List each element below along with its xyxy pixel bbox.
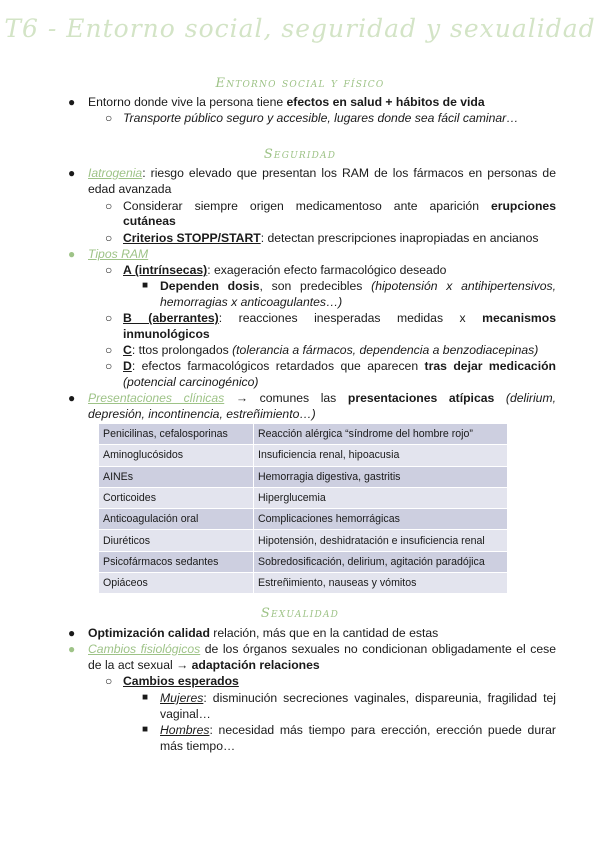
section-heading-sexualidad: Sexualidad (260, 606, 340, 621)
table-cell-drug: Diuréticos (99, 530, 254, 551)
bullet-circle: ○ (105, 199, 113, 213)
considerar-line-1: Considerar siempre origen medicamentoso ante aparición erupciones (123, 199, 556, 213)
iatrogenia-line-1: Iatrogenia: riesgo elevado que presentan los RAM de los fármacos en personas de (88, 166, 556, 180)
table-row (99, 551, 507, 572)
table-cell-effect: Hipotensión, deshidratación e insuficiencia renal (254, 530, 508, 551)
bullet-circle: ○ (105, 343, 113, 357)
presentaciones-line-2: depresión, incontinencia, estreñimiento…) (88, 407, 316, 421)
table-row (99, 424, 507, 445)
tipo-b-line-2: inmunológicos (123, 327, 210, 341)
cambios-fisiologicos-line-2: de la act sexual → adaptación relaciones (88, 658, 320, 672)
table-cell-effect: Insuficiencia renal, hipoacusia (254, 445, 508, 466)
bullet-disc: ● (68, 95, 76, 109)
table-cell-effect: Hiperglucemia (254, 487, 508, 508)
table-cell-drug: Penicilinas, cefalosporinas (99, 424, 254, 445)
entorno-subline: Transporte público seguro y accesible, lugares donde sea fácil caminar… (123, 111, 519, 125)
table-cell-drug: Psicofármacos sedantes (99, 551, 254, 572)
table-row (99, 487, 507, 508)
tipo-a-sub-line-2: hemorragias x anticoagulantes…) (160, 295, 343, 309)
table-cell-effect: Hemorragia digestiva, gastritis (254, 466, 508, 487)
bullet-disc: ● (68, 626, 76, 640)
cambios-esperados-label: Cambios esperados (123, 674, 239, 688)
table-cell-drug: Anticoagulación oral (99, 509, 254, 530)
bullet-circle: ○ (105, 231, 113, 245)
optimizacion-line: Optimización calidad relación, más que en la cantidad de estas (88, 626, 439, 640)
bullet-square: ■ (142, 724, 149, 735)
cambios-fisiologicos-line-1: Cambios fisiológicos de los órganos sexuales no condicionan obligadamente el cese (88, 642, 557, 656)
bullet-circle: ○ (105, 263, 113, 277)
presentaciones-line-1: Presentaciones clínicas → comunes las presentaciones atípicas (delirium, (88, 391, 556, 405)
table-cell-drug: Opiáceos (99, 573, 254, 594)
mujeres-line-1: Mujeres: disminución secreciones vaginales, dispareunia, fragilidad tej (160, 691, 556, 705)
bullet-circle: ○ (105, 674, 113, 688)
hombres-line-1: Hombres: necesidad más tiempo para erección, erección puede durar (160, 723, 556, 737)
iatrogenia-line-2: edad avanzada (88, 182, 172, 196)
table-row (99, 573, 507, 594)
table-row (99, 509, 507, 530)
table-row (99, 445, 507, 466)
table-cell-effect: Estreñimiento, nauseas y vómitos (254, 573, 508, 594)
bullet-square: ■ (142, 692, 149, 703)
drug-effects-table (99, 424, 507, 594)
section-heading-entorno: Entorno social y físico (215, 76, 385, 91)
bullet-disc: ● (68, 247, 76, 261)
table-cell-drug: Aminoglucósidos (99, 445, 254, 466)
table-cell-effect: Reacción alérgica “síndrome del hombre rojo” (254, 424, 508, 445)
considerar-line-2: cutáneas (123, 214, 176, 228)
section-heading-seguridad: Seguridad (263, 147, 337, 162)
bullet-circle: ○ (105, 311, 113, 325)
bullet-disc: ● (68, 391, 76, 405)
table-row (99, 530, 507, 551)
table-cell-drug: AINEs (99, 466, 254, 487)
tipo-d-line-2: (potencial carcinogénico) (123, 375, 259, 389)
entorno-line-1: Entorno donde vive la persona tiene efectos en salud + hábitos de vida (88, 95, 485, 109)
table-cell-drug: Corticoides (99, 487, 254, 508)
bullet-square: ■ (142, 280, 149, 291)
bullet-disc: ● (68, 642, 76, 656)
tipo-a-line: A (intrínsecas): exageración efecto farmacológico deseado (123, 263, 447, 277)
hombres-line-2: más tiempo… (160, 739, 236, 753)
bullet-circle: ○ (105, 111, 113, 125)
tipos-ram-label: Tipos RAM (88, 247, 149, 261)
tipo-d-line-1: D: efectos farmacológicos retardados que aparecen tras dejar medicación (123, 359, 556, 373)
table-cell-effect: Complicaciones hemorrágicas (254, 509, 508, 530)
mujeres-line-2: vaginal… (160, 707, 211, 721)
tipo-c-line: C: ttos prolongados (tolerancia a fármacos, dependencia a benzodiacepinas) (123, 343, 539, 357)
bullet-circle: ○ (105, 359, 113, 373)
page-title: T6 - Entorno social, seguridad y sexualidad (4, 14, 596, 43)
bullet-disc: ● (68, 166, 76, 180)
tipo-b-line-1: B (aberrantes): reacciones inesperadas medidas x mecanismos (123, 311, 556, 325)
table-cell-effect: Sobredosificación, delirium, agitación paradójica (254, 551, 508, 572)
tipo-a-sub-line-1: Dependen dosis, son predecibles (hipotensión x antihipertensivos, (160, 279, 556, 293)
criterios-line: Criterios STOPP/START: detectan prescripciones inapropiadas en ancianos (123, 231, 539, 245)
table-row (99, 466, 507, 487)
